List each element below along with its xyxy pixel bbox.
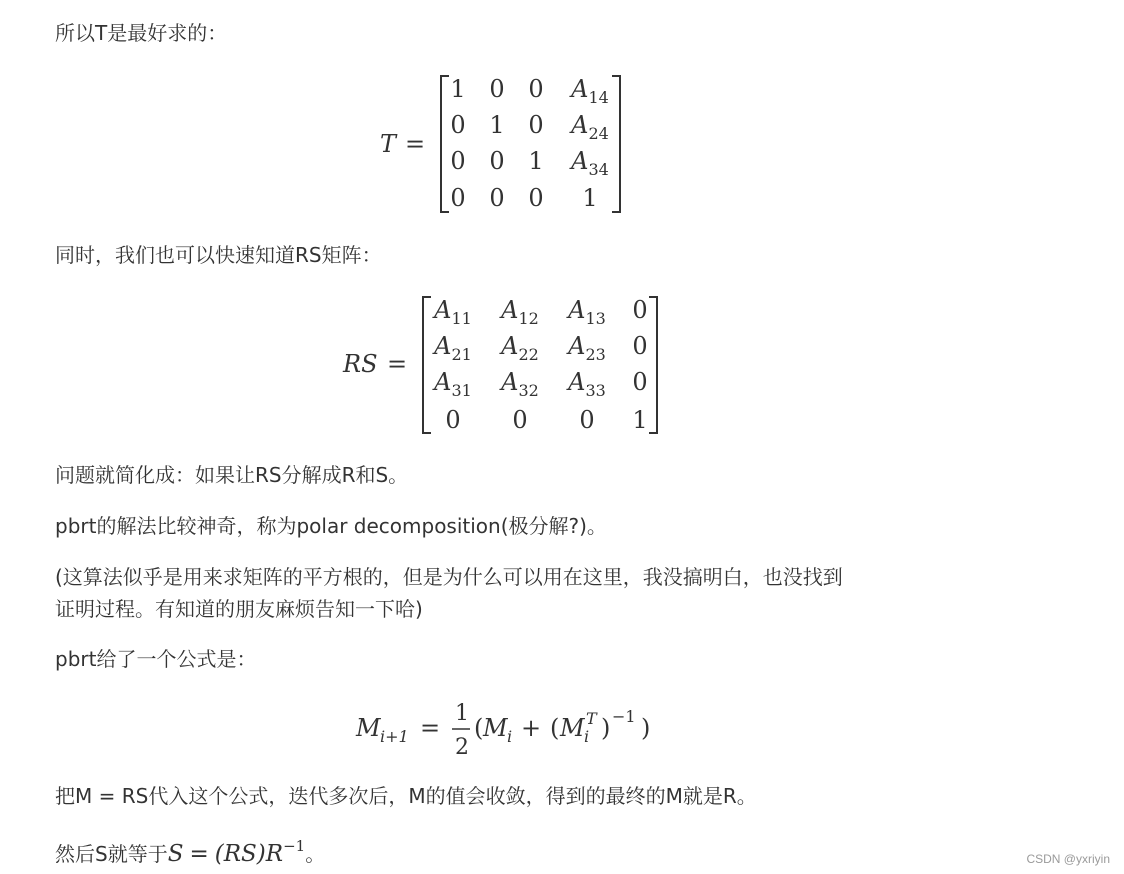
paragraph-intro-RS: 同时，我们也可以快速知道RS矩阵：: [55, 243, 382, 267]
RS-matrix-cell-r4c2: 0: [512, 406, 528, 434]
S-result-prefix: 然后S就等于: [55, 842, 168, 866]
RS-matrix-cell-r1c3: $A_{13}$: [568, 296, 606, 328]
RS-matrix-cell-r2c2: $A_{22}$: [501, 332, 539, 364]
formula-MT: M: [560, 714, 585, 742]
T-matrix-cell-r3c3: 1: [528, 147, 544, 175]
paragraph-note-line1: (这算法似乎是用来求矩阵的平方根的，但是为什么可以用在这里，我没搞明白，也没找到: [55, 565, 843, 589]
RS-matrix-cell-r3c4: 0: [632, 368, 648, 396]
RS-matrix-cell-r2c1: $A_{21}$: [434, 332, 472, 364]
T-matrix-equals: =: [405, 130, 426, 158]
T-matrix-cell-r3c4: $A_{34}$: [571, 147, 609, 179]
T-matrix-cell-r2c3: 0: [528, 111, 544, 139]
formula-M: M: [483, 714, 508, 742]
formula-fraction-numerator: 1: [455, 701, 469, 726]
paragraph-iteration-result: 把M = RS代入这个公式，迭代多次后，M的值会收敛，得到的最终的M就是R。: [55, 784, 757, 808]
paragraph-note-line2: 证明过程。有知道的朋友麻烦告知一下哈): [55, 597, 423, 621]
RS-matrix-cell-r4c3: 0: [579, 406, 595, 434]
formula-M-subscript: i: [507, 727, 513, 746]
T-matrix-cell-r2c1: 0: [450, 111, 466, 139]
RS-matrix-cell-r1c2: $A_{12}$: [501, 296, 539, 328]
RS-matrix-cell-r2c3: $A_{23}$: [568, 332, 606, 364]
formula-inner-close-paren: ): [601, 714, 611, 742]
S-result-suffix: 。: [305, 842, 326, 866]
T-matrix-lhs: T: [380, 130, 397, 158]
formula-lhs-M: M: [356, 714, 381, 742]
inline-RS: (RS): [214, 841, 266, 867]
formula-MT-subscript: i: [584, 727, 590, 746]
T-matrix-cell-r1c2: 0: [489, 75, 505, 103]
paragraph-formula-intro: pbrt给了一个公式是：: [55, 647, 257, 671]
RS-matrix-cell-r3c3: $A_{33}$: [568, 368, 606, 400]
formula-equals: =: [420, 714, 441, 742]
inline-R: R: [265, 841, 284, 867]
T-matrix-cell-r1c4: $A_{14}$: [571, 75, 609, 107]
formula-open-paren: (: [474, 714, 484, 742]
formula-lhs-subscript: i+1: [380, 727, 409, 746]
formula-close-paren: ): [641, 714, 651, 742]
RS-matrix-cell-r1c1: $A_{11}$: [434, 296, 472, 328]
T-matrix-cell-r2c4: $A_{24}$: [571, 111, 609, 143]
inline-S: S: [167, 841, 184, 867]
RS-matrix-cell-r1c4: 0: [632, 296, 648, 324]
formula-plus: +: [521, 714, 542, 742]
csdn-watermark: CSDN @yxriyin: [1026, 852, 1110, 866]
T-matrix-cell-r4c2: 0: [489, 184, 505, 212]
T-matrix-cell-r3c2: 0: [489, 147, 505, 175]
T-matrix-cell-r4c4: 1: [582, 184, 598, 212]
RS-matrix-lhs: RS: [343, 350, 378, 378]
RS-matrix-cell-r3c1: $A_{31}$: [434, 368, 472, 400]
T-matrix-cell-r2c2: 1: [489, 111, 505, 139]
paragraph-polar-decomposition: pbrt的解法比较神奇，称为polar decomposition(极分解?)。: [55, 514, 607, 538]
paragraph-intro-T: 所以T是最好求的：: [55, 21, 228, 45]
RS-matrix-cell-r4c1: 0: [445, 406, 461, 434]
inline-equals: =: [189, 841, 209, 867]
formula-inner-open-paren: (: [550, 714, 560, 742]
T-matrix-cell-r4c3: 0: [528, 184, 544, 212]
formula-transpose-superscript: T: [586, 709, 597, 728]
RS-matrix-equals: =: [387, 350, 408, 378]
RS-matrix-cell-r4c4: 1: [632, 406, 648, 434]
RS-matrix-cell-r2c4: 0: [632, 332, 648, 360]
paragraph-problem: 问题就简化成：如果让RS分解成R和S。: [55, 463, 409, 487]
T-matrix-cell-r1c3: 0: [528, 75, 544, 103]
formula-inverse-superscript: −1: [612, 707, 636, 726]
T-matrix-cell-r3c1: 0: [450, 147, 466, 175]
formula-fraction-denominator: 2: [455, 735, 469, 760]
T-matrix-cell-r4c1: 0: [450, 184, 466, 212]
RS-matrix-cell-r3c2: $A_{32}$: [501, 368, 539, 400]
inline-inverse-exponent: −1: [283, 837, 306, 855]
T-matrix-cell-r1c1: 1: [450, 75, 466, 103]
